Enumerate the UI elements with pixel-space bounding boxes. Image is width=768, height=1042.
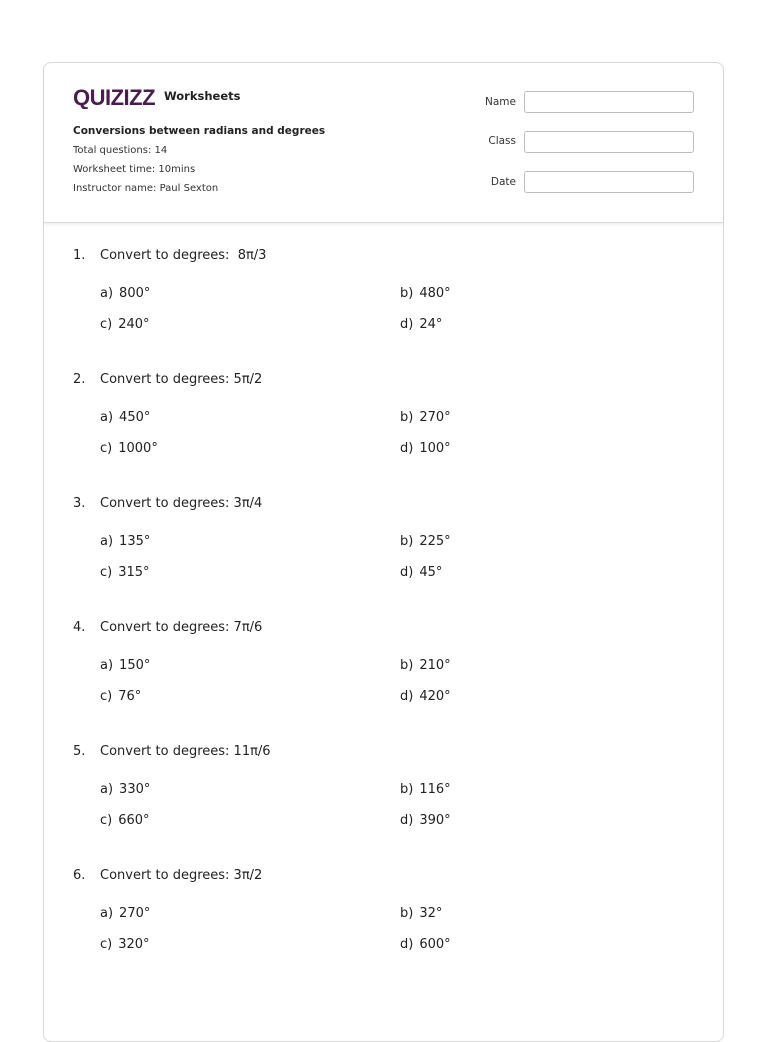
class-field[interactable]	[524, 131, 694, 153]
option-value: 420°	[419, 689, 451, 704]
option-letter: b)	[400, 410, 414, 425]
option-value: 330°	[119, 782, 151, 797]
option-b[interactable]	[400, 534, 451, 549]
option-letter: c)	[100, 813, 113, 828]
option-letter: d)	[400, 441, 414, 456]
option-letter: a)	[100, 286, 114, 301]
question-text: Convert to degrees: 3π/4	[100, 496, 263, 511]
question-1	[44, 248, 723, 358]
question-6	[44, 868, 723, 978]
name-label: Name	[485, 96, 516, 108]
option-letter: d)	[400, 565, 414, 580]
date-field[interactable]	[524, 171, 694, 193]
brand	[73, 85, 240, 109]
option-value: 1000°	[118, 441, 158, 456]
name-field[interactable]	[524, 91, 694, 113]
option-b[interactable]	[400, 782, 451, 797]
question-number: 4.	[73, 620, 86, 635]
option-value: 800°	[119, 286, 151, 301]
question-5	[44, 744, 723, 854]
option-c[interactable]	[100, 441, 158, 456]
option-value: 600°	[419, 937, 451, 952]
question-number: 1.	[73, 248, 86, 263]
option-value: 45°	[419, 565, 443, 580]
question-text: Convert to degrees: 3π/2	[100, 868, 263, 883]
option-value: 320°	[118, 937, 150, 952]
brand-label: Worksheets	[164, 89, 241, 103]
option-value: 225°	[419, 534, 451, 549]
option-value: 76°	[118, 689, 142, 704]
option-value: 32°	[419, 906, 443, 921]
option-letter: d)	[400, 317, 414, 332]
option-d[interactable]	[400, 689, 451, 704]
option-letter: a)	[100, 658, 114, 673]
option-letter: d)	[400, 813, 414, 828]
option-a[interactable]	[100, 534, 150, 549]
question-number: 2.	[73, 372, 86, 387]
question-number: 5.	[73, 744, 86, 759]
instructor-name: Instructor name: Paul Sexton	[73, 183, 219, 194]
logo-text: QUIZIZZ	[73, 85, 156, 109]
option-value: 660°	[118, 813, 150, 828]
option-c[interactable]	[100, 689, 141, 704]
option-value: 450°	[119, 410, 151, 425]
option-value: 100°	[419, 441, 451, 456]
option-letter: a)	[100, 410, 114, 425]
question-text: Convert to degrees: 7π/6	[100, 620, 263, 635]
option-d[interactable]	[400, 813, 451, 828]
option-value: 24°	[419, 317, 443, 332]
option-c[interactable]	[100, 813, 150, 828]
total-questions: Total questions: 14	[73, 145, 168, 156]
option-letter: d)	[400, 937, 414, 952]
option-b[interactable]	[400, 906, 442, 921]
option-letter: b)	[400, 534, 414, 549]
option-b[interactable]	[400, 410, 451, 425]
option-value: 116°	[419, 782, 451, 797]
class-label: Class	[488, 135, 516, 147]
option-d[interactable]	[400, 317, 442, 332]
option-d[interactable]	[400, 441, 451, 456]
question-2	[44, 372, 723, 482]
worksheet-header	[44, 63, 723, 223]
option-b[interactable]	[400, 286, 451, 301]
option-letter: a)	[100, 782, 114, 797]
option-value: 135°	[119, 534, 151, 549]
option-letter: c)	[100, 689, 113, 704]
question-3	[44, 496, 723, 606]
option-letter: c)	[100, 565, 113, 580]
option-letter: c)	[100, 317, 113, 332]
question-text: Convert to degrees: 11π/6	[100, 744, 271, 759]
option-letter: b)	[400, 906, 414, 921]
question-4	[44, 620, 723, 730]
option-letter: c)	[100, 937, 113, 952]
worksheet-time: Worksheet time: 10mins	[73, 164, 196, 175]
option-value: 315°	[118, 565, 150, 580]
option-letter: d)	[400, 689, 414, 704]
option-letter: b)	[400, 286, 414, 301]
date-label: Date	[490, 176, 516, 188]
option-letter: b)	[400, 782, 414, 797]
option-c[interactable]	[100, 937, 150, 952]
option-letter: c)	[100, 441, 113, 456]
option-letter: a)	[100, 906, 114, 921]
option-d[interactable]	[400, 937, 451, 952]
worksheet-page	[43, 62, 724, 1042]
quizizz-logo	[73, 85, 157, 109]
option-d[interactable]	[400, 565, 442, 580]
question-text: Convert to degrees: 5π/2	[100, 372, 263, 387]
option-a[interactable]	[100, 286, 150, 301]
option-a[interactable]	[100, 906, 150, 921]
option-value: 240°	[118, 317, 150, 332]
option-a[interactable]	[100, 410, 150, 425]
option-c[interactable]	[100, 565, 150, 580]
option-value: 210°	[419, 658, 451, 673]
option-value: 390°	[419, 813, 451, 828]
question-number: 3.	[73, 496, 86, 511]
option-c[interactable]	[100, 317, 150, 332]
option-letter: a)	[100, 534, 114, 549]
option-value: 480°	[419, 286, 451, 301]
option-value: 270°	[119, 906, 151, 921]
option-value: 270°	[419, 410, 451, 425]
worksheet-title: Conversions between radians and degrees	[73, 125, 326, 137]
option-letter: b)	[400, 658, 414, 673]
question-text: Convert to degrees: 8π/3	[100, 248, 267, 263]
option-value: 150°	[119, 658, 151, 673]
option-b[interactable]	[400, 658, 451, 673]
option-a[interactable]	[100, 658, 150, 673]
question-number: 6.	[73, 868, 86, 883]
option-a[interactable]	[100, 782, 150, 797]
